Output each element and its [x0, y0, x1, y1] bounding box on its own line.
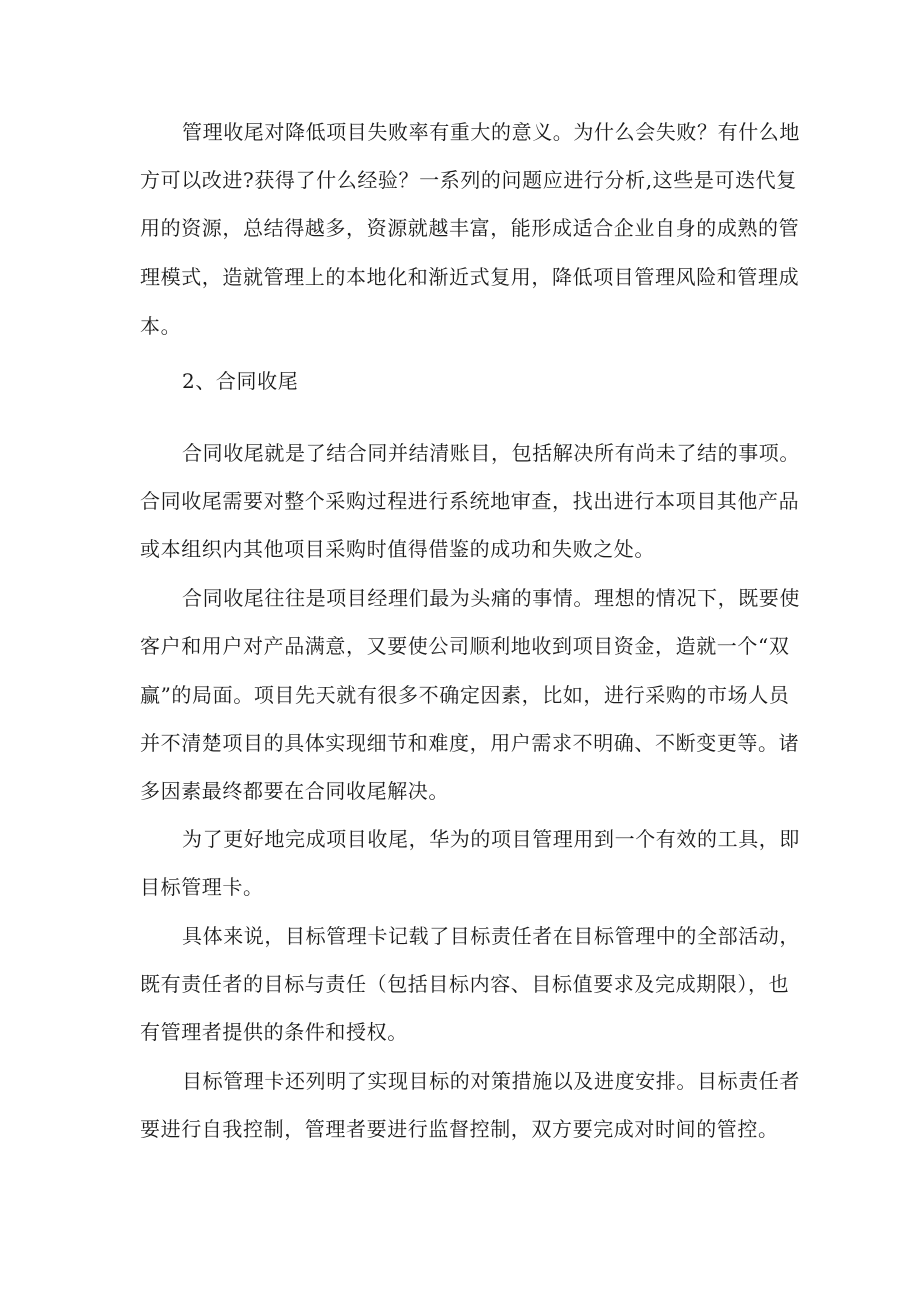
text-line: 有管理者提供的条件和授权。 — [140, 1020, 408, 1044]
section-heading: 2、合同收尾 — [182, 369, 299, 393]
text-line: 并不清楚项目的具体实现细节和难度，用户需求不明确、不断变更等。诸 — [140, 731, 800, 755]
text-line: 具体来说，目标管理卡记载了目标责任者在目标管理中的全部活动， — [182, 924, 800, 948]
text-line: 管理收尾对降低项目失败率有重大的意义。为什么会失败？有什么地 — [182, 120, 800, 144]
text-line: 目标管理卡还列明了实现目标的对策措施以及进度安排。目标责任者 — [182, 1069, 800, 1093]
text-line: 方可以改进?获得了什么经验？一系列的问题应进行分析,这些是可迭代复 — [140, 168, 797, 192]
text-line: 赢”的局面。项目先天就有很多不确定因素，比如，进行采购的市场人员 — [140, 683, 790, 707]
text-line: 要进行自我控制，管理者要进行监督控制，双方要完成对时间的管控。 — [140, 1117, 779, 1141]
text-line: 合同收尾往往是项目经理们最为头痛的事情。理想的情况下，既要使 — [182, 586, 800, 610]
text-line: 多因素最终都要在合同收尾解决。 — [140, 779, 449, 803]
text-line: 或本组织内其他项目采购时值得借鉴的成功和失败之处。 — [140, 537, 655, 561]
text-line: 客户和用户对产品满意，又要使公司顺利地收到项目资金，造就一个“双 — [140, 634, 790, 658]
text-line: 理模式，造就管理上的本地化和渐近式复用，降低项目管理风险和管理成 — [140, 265, 800, 289]
text-line: 目标管理卡。 — [140, 875, 264, 899]
text-line: 既有责任者的目标与责任（包括目标内容、目标值要求及完成期限），也 — [140, 972, 790, 996]
text-line: 本。 — [140, 314, 182, 338]
text-line: 合同收尾就是了结合同并结清账目，包括解决所有尚未了结的事项。 — [182, 441, 800, 465]
text-line: 用的资源，总结得越多，资源就越丰富，能形成适合企业自身的成熟的管 — [140, 216, 800, 240]
text-line: 为了更好地完成项目收尾，华为的项目管理用到一个有效的工具，即 — [182, 827, 800, 851]
text-line: 合同收尾需要对整个采购过程进行系统地审查，找出进行本项目其他产品 — [140, 489, 800, 513]
